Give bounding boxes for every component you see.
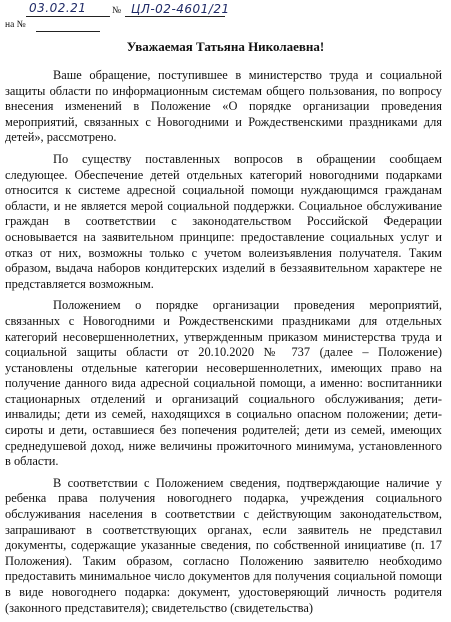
registration-line (0, 0, 451, 34)
handwritten-number: ЦЛ-02-4601/21 (131, 2, 230, 16)
number-underline (125, 16, 225, 17)
paragraph: В соответствии с Положением сведения, подтверждающие наличие у ребенка права получения новогоднего подарка, учреждения социального обслуживания населения в соответствии с действующим законодательством, запрашивают в соответствующих органах, если заявитель не представил документы, содержащие указанные сведения, по собственной инициативе (п. 17 Положения). Таким образом, согласно Положению заявителю необходимо предоставить минимальное число документов для получения социальной помощи в виде новогоднего подарка: документ, удостоверяющий личность родителя (законного представителя); свидетельство (свидетельства) (5, 475, 442, 615)
letter-body (5, 68, 442, 622)
paragraph: Ваше обращение, поступившее в министерство труда и социальной защиты области по информационным системам общего пользования, по вопросу внесения изменений в Положение «О порядке организации проведения мероприятий, связанных с Новогодними и Рождественскими праздниками для детей», рассмотрено. (5, 68, 442, 145)
reply-to-label: на № (5, 20, 26, 30)
number-symbol: № (112, 6, 122, 16)
handwritten-date: 03.02.21 (29, 1, 87, 15)
reply-to-underline (36, 31, 100, 32)
paragraph: Положением о порядке организации проведения мероприятий, связанных с Новогодними и Рождественскими праздниками для отдельных категорий несовершеннолетних, утвержденным приказом министерства труда и социальной защиты области от 20.10.2020 № 737 (далее – Положение) установлены отдельные категории несовершеннолетних, имеющих право на получение данного вида адресной социальной помощи, а именно: воспитанники стационарных отделений и организаций социального обслуживания; дети-инвалиды; дети из семей, находящихся в социально опасном положении; дети-сироты и дети, оставшиеся без попечения родителей; дети из семей, имеющих среднедушевой доход, ниже величины прожиточного минимума, установленного в области. (5, 298, 442, 469)
paragraph: По существу поставленных вопросов в обращении сообщаем следующее. Обеспечение детей отдельных категорий новогодними подарками относится к системе адресной социальной помощи нуждающимся гражданам области, и не является мерой социальной поддержки. Социальное обслуживание граждан в соответствии с законодательством Российской Федерации основывается на заявительном принципе: предоставление социальных услуг и отказ от них, возможны только с учетом волеизъявления получателя. Таким образом, выдача наборов кондитерских изделий в беззаявительном характере не представляется возможным. (5, 151, 442, 291)
salutation: Уважаемая Татьяна Николаевна! (126, 39, 325, 54)
date-underline (26, 16, 110, 17)
